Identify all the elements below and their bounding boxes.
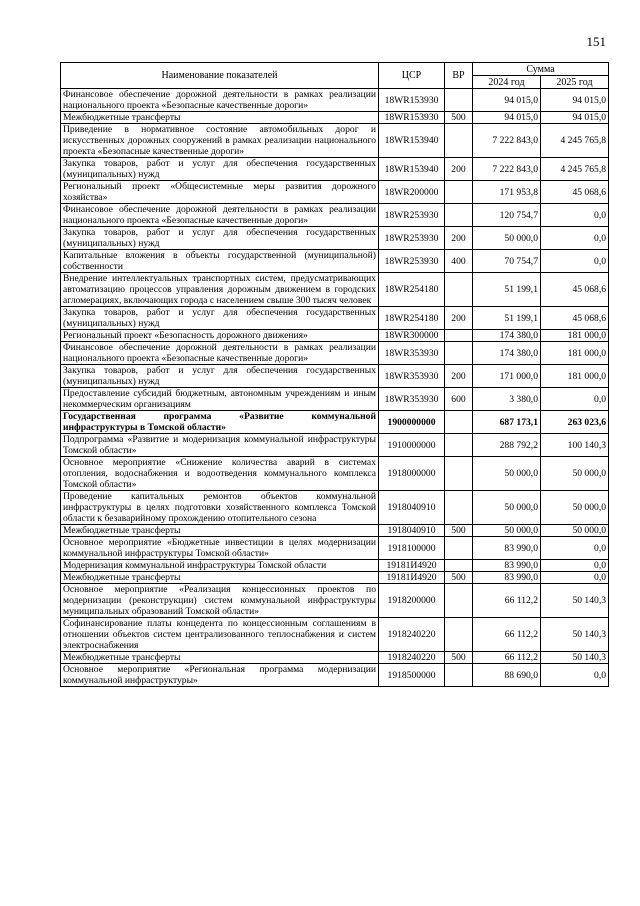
- row-2025-value: 181 000,0: [541, 365, 609, 388]
- row-2025-value: 50 000,0: [541, 491, 609, 525]
- row-name-cell: Региональный проект «Безопасность дорожного движения»: [61, 330, 379, 342]
- table-row: [61, 537, 609, 560]
- table-row: [61, 227, 609, 250]
- row-2024-value: 51 199,1: [473, 307, 541, 330]
- row-csr-cell: 18WR300000: [379, 330, 445, 342]
- row-vr-cell: 400: [445, 250, 473, 273]
- table-row: [61, 457, 609, 491]
- row-csr-cell: 18WR200000: [379, 181, 445, 204]
- row-name-cell: Межбюджетные трансферты: [61, 525, 379, 537]
- row-2024-value: 174 380,0: [473, 330, 541, 342]
- row-2025-value: 45 068,6: [541, 181, 609, 204]
- row-name-cell: Предоставление субсидий бюджетным, автономным учреждениям и иным некоммерческим организациям: [61, 388, 379, 411]
- row-csr-cell: 1918240220: [379, 618, 445, 652]
- row-name-cell: Финансовое обеспечение дорожной деятельности в рамках реализации национального проекта «Безопасные качественные дороги»: [61, 89, 379, 112]
- row-2025-value: 263 023,6: [541, 411, 609, 434]
- row-2024-value: 66 112,2: [473, 618, 541, 652]
- row-2025-value: 50 000,0: [541, 525, 609, 537]
- row-csr-cell: 1918200000: [379, 584, 445, 618]
- row-csr-cell: 18WR353930: [379, 388, 445, 411]
- row-2024-value: 66 112,2: [473, 584, 541, 618]
- table-row: [61, 491, 609, 525]
- table-row: [61, 330, 609, 342]
- row-vr-cell: [445, 618, 473, 652]
- row-name-cell: Основное мероприятие «Реализация концессионных проектов по модернизации (реконструкции) систем коммунальной инфраструктуры муниципальных образований Томской области»: [61, 584, 379, 618]
- table-row: [61, 273, 609, 307]
- table-row: [61, 112, 609, 124]
- row-2025-value: 0,0: [541, 572, 609, 584]
- row-csr-cell: 18WR254180: [379, 307, 445, 330]
- row-2024-value: 7 222 843,0: [473, 158, 541, 181]
- table-row: [61, 124, 609, 158]
- row-2024-value: 88 690,0: [473, 664, 541, 687]
- row-name-cell: Межбюджетные трансферты: [61, 572, 379, 584]
- header-year-2025: 2025 год: [541, 76, 609, 89]
- row-csr-cell: 18WR353930: [379, 342, 445, 365]
- row-csr-cell: 18WR153930: [379, 89, 445, 112]
- table-row: [61, 572, 609, 584]
- row-2025-value: 50 000,0: [541, 457, 609, 491]
- header-sum: Сумма: [473, 63, 609, 76]
- table-row: [61, 204, 609, 227]
- row-csr-cell: 1918500000: [379, 664, 445, 687]
- row-vr-cell: 600: [445, 388, 473, 411]
- row-vr-cell: [445, 560, 473, 572]
- table-row: [61, 525, 609, 537]
- table-row: [61, 250, 609, 273]
- row-csr-cell: 1910000000: [379, 434, 445, 457]
- row-2025-value: 0,0: [541, 250, 609, 273]
- row-vr-cell: 200: [445, 227, 473, 250]
- row-name-cell: Основное мероприятие «Бюджетные инвестиции в целях модернизации коммунальной инфраструктуры Томской области»: [61, 537, 379, 560]
- row-csr-cell: 1918040910: [379, 525, 445, 537]
- row-2024-value: 70 754,7: [473, 250, 541, 273]
- row-2025-value: 45 068,6: [541, 273, 609, 307]
- row-2024-value: 687 173,1: [473, 411, 541, 434]
- row-name-cell: Финансовое обеспечение дорожной деятельности в рамках реализации национального проекта «Безопасные качественные дороги»: [61, 204, 379, 227]
- row-vr-cell: [445, 664, 473, 687]
- row-vr-cell: [445, 537, 473, 560]
- row-csr-cell: 18WR253930: [379, 250, 445, 273]
- row-name-cell: Проведение капитальных ремонтов объектов коммунальной инфраструктуры в целях подготовки хозяйственного комплекса Томской области к безаварийному прохождению отопительного сезона: [61, 491, 379, 525]
- table-row: [61, 664, 609, 687]
- row-name-cell: Закупка товаров, работ и услуг для обеспечения государственных (муниципальных) нужд: [61, 307, 379, 330]
- row-2024-value: 288 792,2: [473, 434, 541, 457]
- row-name-cell: Внедрение интеллектуальных транспортных систем, предусматривающих автоматизацию процессов управления дорожным движением в городских агломерациях, включающих города с населением свыше 300 тысяч человек: [61, 273, 379, 307]
- row-csr-cell: 1900000000: [379, 411, 445, 434]
- row-vr-cell: [445, 342, 473, 365]
- row-name-cell: Капитальные вложения в объекты государственной (муниципальной) собственности: [61, 250, 379, 273]
- row-vr-cell: [445, 434, 473, 457]
- row-2025-value: 0,0: [541, 227, 609, 250]
- row-2024-value: 83 990,0: [473, 572, 541, 584]
- header-csr: ЦСР: [379, 63, 445, 89]
- row-2024-value: 50 000,0: [473, 525, 541, 537]
- row-csr-cell: 18WR153930: [379, 112, 445, 124]
- row-vr-cell: [445, 330, 473, 342]
- row-2024-value: 94 015,0: [473, 89, 541, 112]
- row-vr-cell: [445, 411, 473, 434]
- row-vr-cell: [445, 181, 473, 204]
- row-2025-value: 4 245 765,8: [541, 158, 609, 181]
- row-2025-value: 50 140,3: [541, 618, 609, 652]
- row-2024-value: 120 754,7: [473, 204, 541, 227]
- row-2025-value: 4 245 765,8: [541, 124, 609, 158]
- row-name-cell: Закупка товаров, работ и услуг для обеспечения государственных (муниципальных) нужд: [61, 365, 379, 388]
- row-2024-value: 50 000,0: [473, 227, 541, 250]
- header-year-2024: 2024 год: [473, 76, 541, 89]
- row-2024-value: 94 015,0: [473, 112, 541, 124]
- row-csr-cell: 19181И4920: [379, 560, 445, 572]
- row-name-cell: Закупка товаров, работ и услуг для обеспечения государственных (муниципальных) нужд: [61, 227, 379, 250]
- row-csr-cell: 19181И4920: [379, 572, 445, 584]
- table-header: [61, 63, 609, 89]
- row-vr-cell: [445, 89, 473, 112]
- row-vr-cell: [445, 584, 473, 618]
- table-row: [61, 618, 609, 652]
- row-csr-cell: 18WR353930: [379, 365, 445, 388]
- row-2024-value: 50 000,0: [473, 457, 541, 491]
- row-csr-cell: 1918040910: [379, 491, 445, 525]
- row-2025-value: 0,0: [541, 664, 609, 687]
- row-2025-value: 50 140,3: [541, 584, 609, 618]
- row-name-cell: Подпрограмма «Развитие и модернизация коммунальной инфраструктуры Томской области»: [61, 434, 379, 457]
- row-csr-cell: 18WR254180: [379, 273, 445, 307]
- row-vr-cell: [445, 457, 473, 491]
- row-name-cell: Модернизация коммунальной инфраструктуры Томской области: [61, 560, 379, 572]
- row-2024-value: 83 990,0: [473, 537, 541, 560]
- table-row: [61, 307, 609, 330]
- row-name-cell: Софинансирование платы концедента по концессионным соглашениям в отношении объектов систем централизованного теплоснабжения и систем электроснабжения: [61, 618, 379, 652]
- row-2025-value: 50 140,3: [541, 652, 609, 664]
- row-vr-cell: 500: [445, 652, 473, 664]
- row-name-cell: Государственная программа «Развитие коммунальной инфраструктуры в Томской области»: [61, 411, 379, 434]
- row-vr-cell: [445, 204, 473, 227]
- table-body: [61, 89, 609, 687]
- row-vr-cell: 500: [445, 572, 473, 584]
- row-vr-cell: 500: [445, 525, 473, 537]
- row-2025-value: 0,0: [541, 537, 609, 560]
- row-vr-cell: [445, 491, 473, 525]
- row-2024-value: 51 199,1: [473, 273, 541, 307]
- row-csr-cell: 18WR153940: [379, 124, 445, 158]
- row-2025-value: 100 140,3: [541, 434, 609, 457]
- table-row: [61, 652, 609, 664]
- table-row: [61, 365, 609, 388]
- header-name: Наименование показателей: [61, 63, 379, 89]
- table-row: [61, 342, 609, 365]
- row-name-cell: Закупка товаров, работ и услуг для обеспечения государственных (муниципальных) нужд: [61, 158, 379, 181]
- row-csr-cell: 1918100000: [379, 537, 445, 560]
- row-csr-cell: 1918000000: [379, 457, 445, 491]
- row-csr-cell: 18WR153940: [379, 158, 445, 181]
- row-name-cell: Основное мероприятие «Региональная программа модернизации коммунальной инфраструктуры»: [61, 664, 379, 687]
- table-row: [61, 411, 609, 434]
- row-2025-value: 0,0: [541, 560, 609, 572]
- table-row: [61, 584, 609, 618]
- row-2024-value: 174 380,0: [473, 342, 541, 365]
- row-csr-cell: 18WR253930: [379, 204, 445, 227]
- row-2025-value: 94 015,0: [541, 112, 609, 124]
- row-2024-value: 66 112,2: [473, 652, 541, 664]
- row-vr-cell: 200: [445, 307, 473, 330]
- table-row: [61, 158, 609, 181]
- row-name-cell: Межбюджетные трансферты: [61, 652, 379, 664]
- row-2025-value: 45 068,6: [541, 307, 609, 330]
- page-number: 151: [586, 34, 606, 49]
- budget-table: [60, 62, 609, 687]
- row-2025-value: 181 000,0: [541, 342, 609, 365]
- row-vr-cell: 200: [445, 365, 473, 388]
- row-name-cell: Региональный проект «Общесистемные меры развития дорожного хозяйства»: [61, 181, 379, 204]
- row-name-cell: Основное мероприятие «Снижение количества аварий в системах отопления, водоснабжения и водоотведения коммунального комплекса Томской области»: [61, 457, 379, 491]
- row-2025-value: 181 000,0: [541, 330, 609, 342]
- row-2024-value: 3 380,0: [473, 388, 541, 411]
- row-2025-value: 0,0: [541, 388, 609, 411]
- row-2024-value: 171 953,8: [473, 181, 541, 204]
- row-2024-value: 50 000,0: [473, 491, 541, 525]
- table-row: [61, 181, 609, 204]
- row-vr-cell: [445, 124, 473, 158]
- table-row: [61, 434, 609, 457]
- row-vr-cell: 500: [445, 112, 473, 124]
- row-name-cell: Межбюджетные трансферты: [61, 112, 379, 124]
- row-name-cell: Финансовое обеспечение дорожной деятельности в рамках реализации национального проекта «Безопасные качественные дороги»: [61, 342, 379, 365]
- table-row: [61, 388, 609, 411]
- row-2024-value: 171 000,0: [473, 365, 541, 388]
- table-row: [61, 560, 609, 572]
- row-2025-value: 0,0: [541, 204, 609, 227]
- row-vr-cell: 200: [445, 158, 473, 181]
- row-csr-cell: 1918240220: [379, 652, 445, 664]
- header-vr: ВР: [445, 63, 473, 89]
- row-csr-cell: 18WR253930: [379, 227, 445, 250]
- row-2025-value: 94 015,0: [541, 89, 609, 112]
- table-row: [61, 89, 609, 112]
- row-2024-value: 83 990,0: [473, 560, 541, 572]
- row-2024-value: 7 222 843,0: [473, 124, 541, 158]
- row-name-cell: Приведение в нормативное состояние автомобильных дорог и искусственных дорожных сооружений в рамках реализации национального проекта «Безопасные качественные дороги»: [61, 124, 379, 158]
- row-vr-cell: [445, 273, 473, 307]
